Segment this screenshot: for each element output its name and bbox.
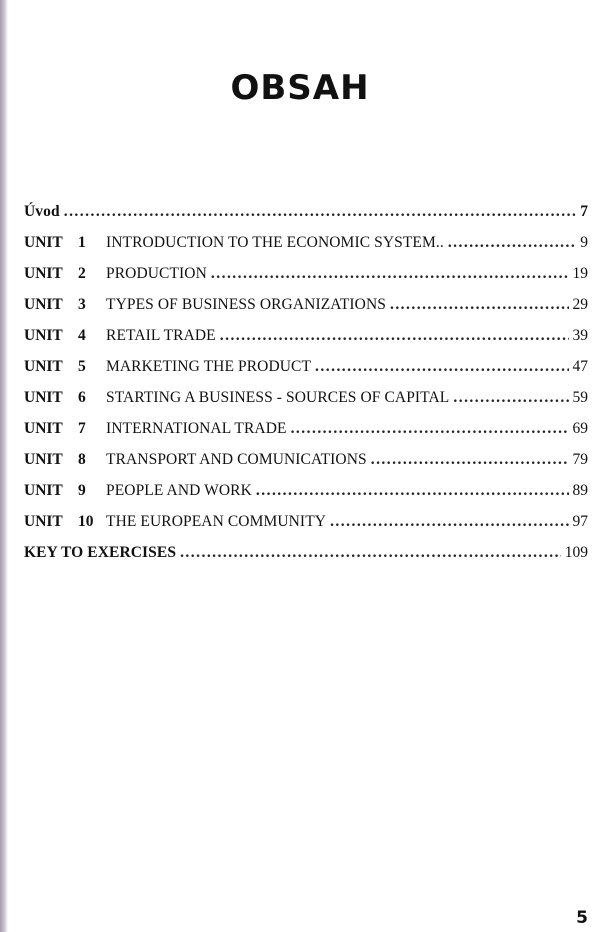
toc-entry-unit-1[interactable] [24, 231, 588, 262]
toc-entry-page: 29 [572, 296, 588, 313]
toc-entry-key-to-exercises[interactable] [24, 541, 588, 572]
toc-entry-label: THE EUROPEAN COMMUNITY [106, 513, 327, 530]
toc-entry-unit-5[interactable] [24, 355, 588, 386]
toc-entry-label: INTRODUCTION TO THE ECONOMIC SYSTEM.. [106, 234, 444, 251]
unit-number: UNIT 2 [24, 265, 86, 282]
toc-entry-page: 97 [572, 513, 588, 530]
toc-entry-page: 89 [572, 482, 588, 499]
toc-entry-uvod[interactable] [24, 200, 588, 231]
toc-entry-page: 79 [572, 451, 588, 468]
toc-entry-label: Úvod [24, 203, 60, 220]
toc-entry-unit-6[interactable] [24, 386, 588, 417]
unit-number: UNIT 7 [24, 420, 86, 437]
toc-entry-label: KEY TO EXERCISES [24, 544, 177, 561]
dot-leader [315, 355, 568, 378]
unit-number: UNIT 8 [24, 451, 86, 468]
toc-entry-unit-8[interactable] [24, 448, 588, 479]
dot-leader [390, 293, 569, 316]
toc-entry-page: 7 [580, 203, 588, 220]
toc-entry-unit-4[interactable] [24, 324, 588, 355]
toc-entry-label: INTERNATIONAL TRADE [106, 420, 287, 437]
dot-leader [220, 324, 569, 347]
toc-entry-unit-2[interactable] [24, 262, 588, 293]
unit-number: UNIT 10 [24, 513, 94, 530]
toc-entry-unit-9[interactable] [24, 479, 588, 510]
toc-entry-label: TRANSPORT AND COMUNICATIONS [106, 451, 367, 468]
toc-entry-page: 19 [572, 265, 588, 282]
toc-entry-label: RETAIL TRADE [106, 327, 216, 344]
dot-leader [330, 510, 568, 533]
toc-entry-page: 39 [572, 327, 588, 344]
toc-entry-page: 9 [580, 234, 588, 251]
toc-entry-label: STARTING A BUSINESS - SOURCES OF CAPITAL [106, 389, 450, 406]
toc-entry-page: 109 [564, 544, 588, 561]
toc-entry-label: MARKETING THE PRODUCT [106, 358, 312, 375]
toc-entry-unit-7[interactable] [24, 417, 588, 448]
page-left-edge [0, 0, 8, 932]
toc-entry-label: PEOPLE AND WORK [106, 482, 252, 499]
dot-leader [211, 262, 569, 285]
dot-leader [371, 448, 569, 471]
dot-leader [64, 200, 577, 223]
unit-number: UNIT 5 [24, 358, 86, 375]
page-number: 5 [576, 908, 588, 928]
dot-leader [291, 417, 569, 440]
toc-entry-page: 59 [572, 389, 588, 406]
dot-leader [453, 386, 568, 409]
page-title: OBSAH [230, 68, 370, 108]
toc-entry-page: 69 [572, 420, 588, 437]
toc-entry-label: PRODUCTION [106, 265, 207, 282]
toc-entry-page: 47 [572, 358, 588, 375]
unit-number: UNIT 1 [24, 234, 86, 251]
toc-entry-unit-10[interactable] [24, 510, 588, 541]
unit-number: UNIT 3 [24, 296, 86, 313]
toc-entry-label: TYPES OF BUSINESS ORGANIZATIONS [106, 296, 386, 313]
unit-number: UNIT 4 [24, 327, 86, 344]
toc-entry-unit-3[interactable] [24, 293, 588, 324]
unit-number: UNIT 9 [24, 482, 86, 499]
dot-leader [180, 541, 561, 564]
unit-number: UNIT 6 [24, 389, 86, 406]
table-of-contents [24, 200, 588, 572]
dot-leader [448, 231, 576, 254]
dot-leader [256, 479, 569, 502]
